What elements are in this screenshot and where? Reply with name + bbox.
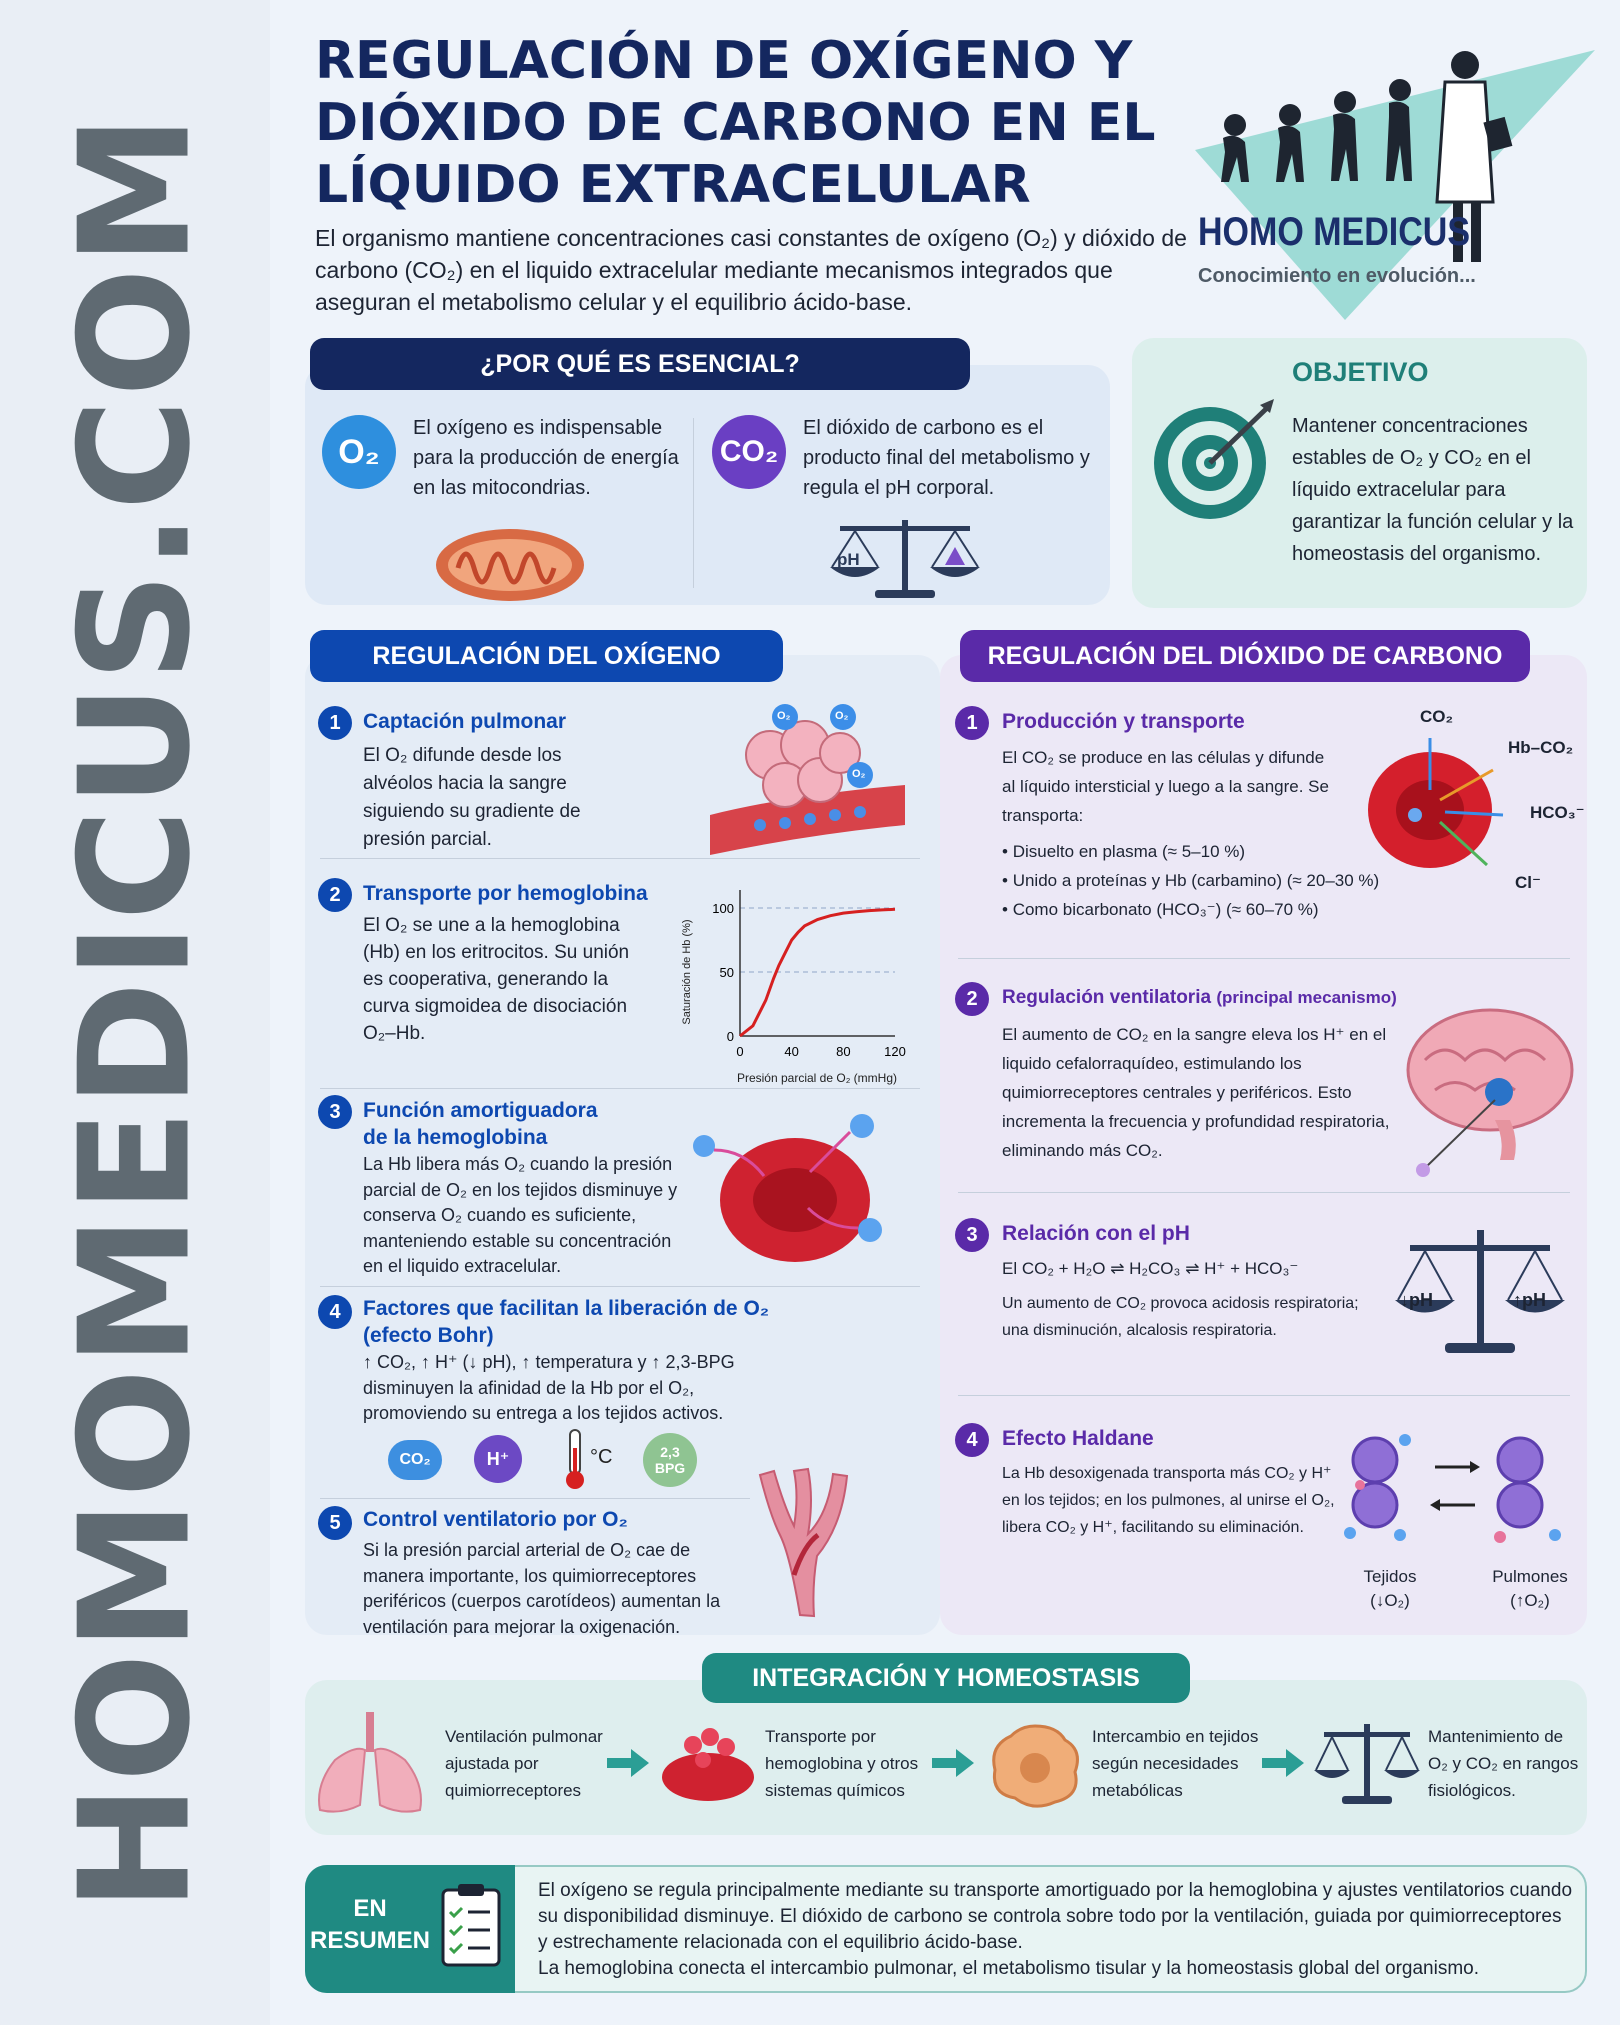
- chart-x-tick: 80: [836, 1044, 851, 1059]
- balance-scale-icon: [1312, 1720, 1422, 1810]
- chart-y-tick: 0: [726, 1029, 734, 1044]
- oxygen-item-1-number: 1: [318, 706, 352, 740]
- logo-tagline: Conocimiento en evolución...: [1198, 265, 1476, 287]
- oxygen-item-1-text: El O₂ difunde desde los alvéolos hacia la sangre siguiendo su gradiente de presión parcial.: [363, 745, 581, 850]
- oxygen-item-4-text: ↑ CO₂, ↑ H⁺ (↓ pH), ↑ temperatura y ↑ 2,3-BPG disminuyen la afinidad de la Hb por el O₂, promoviendo su entrega a los tejidos activos.: [363, 1352, 735, 1423]
- chart-x-label: Presión parcial de O₂ (mmHg): [736, 1071, 898, 1085]
- oxygen-item-5-title: Control ventilatorio por O₂: [363, 1508, 628, 1531]
- integration-step-2: Transporte por hemoglobina y otros sistemas químicos: [765, 1727, 919, 1800]
- co2-transport-list: [1002, 837, 1402, 924]
- co2-heading: REGULACIÓN DEL DIÓXIDO DE CARBONO: [960, 630, 1530, 682]
- bpg-icon: [643, 1433, 697, 1487]
- oxygen-divider-2: [320, 1088, 920, 1089]
- co2-item-3-number: 3: [955, 1218, 989, 1252]
- tissue-cell-icon: [985, 1718, 1085, 1813]
- co2-transport-item: • Como bicarbonato (HCO₃⁻) (≈ 60–70 %): [1002, 895, 1402, 924]
- sidebar: [0, 0, 270, 2025]
- co2-transport-item: • Unido a proteínas y Hb (carbamino) (≈ 20–30 %): [1002, 866, 1402, 895]
- co2-item-3-text: Un aumento de CO₂ provoca acidosis respiratoria; una disminución, alcalosis respiratoria.: [1002, 1295, 1359, 1339]
- co2-item-2-number: 2: [955, 982, 989, 1016]
- oxygen-heading: REGULACIÓN DEL OXÍGENO: [310, 630, 783, 682]
- co2-divider-1: [958, 958, 1570, 959]
- esencial-heading: ¿POR QUÉ ES ESENCIAL?: [310, 338, 970, 390]
- haldane-tissues-name: Tejidos: [1363, 1567, 1417, 1586]
- summary-label: [310, 1893, 430, 1957]
- co2-item-1-text: El CO₂ se produce en las células y difunde al líquido intersticial y luego a la sangre. Se transporta:: [1002, 748, 1329, 825]
- oxygen-item-3-text: La Hb libera más O₂ cuando la presión parcial de O₂ en los tejidos disminuye y conserva O₂ cuando es suficiente, manteniendo estable su concentración en el liquido extracelular.: [363, 1154, 678, 1276]
- intro-text: El organismo mantiene concentraciones casi constantes de oxígeno (O₂) y dióxido de carbono (CO₂) en el liquido extracelular mediante mecanismos integrados que aseguran el metabolismo celular y el equilibrio ácido-base.: [315, 225, 1187, 315]
- logo-name: HOMO MEDICUS: [1198, 210, 1470, 254]
- chart-y-label: Saturación de Hb (%): [681, 919, 693, 1025]
- oxygen-item-5-text: Si la presión parcial arterial de O₂ cae de manera importante, los quimiorreceptores periféricos (cuerpos carotídeos) aumentan la ventilación para mejorar la oxigenación.: [363, 1540, 721, 1637]
- co2-badge: CO₂: [712, 415, 786, 489]
- co2-item-2-title-extra: (principal mecanismo): [1216, 988, 1397, 1007]
- ph-scale-label: pH: [837, 550, 860, 569]
- bpg-icon-top: 2,3: [660, 1444, 680, 1460]
- haldane-lungs-sub: (↑O₂): [1510, 1591, 1550, 1610]
- h-ion-icon: H⁺: [474, 1435, 522, 1483]
- objetivo-heading: OBJETIVO: [1292, 357, 1429, 387]
- co2-cloud-icon: CO₂: [388, 1440, 442, 1480]
- hemoglobin-cell-icon: [658, 1715, 758, 1815]
- summary-conclusion: La hemoglobina conecta el intercambio pulmonar, el metabolismo tisular y la homeostasis global del organismo.: [538, 1958, 1480, 1979]
- brain-icon: [1395, 1000, 1575, 1180]
- oxygen-item-2-number: 2: [318, 878, 352, 912]
- chart-x-tick: 0: [736, 1044, 744, 1059]
- co2-divider-2: [958, 1192, 1570, 1193]
- summary-paragraph: El oxígeno se regula principalmente mediante su transporte amortiguado por la hemoglobina y ajustes ventilatorios cuando su disponibilidad disminuye. El dióxido de carbono se controla sobre todo por la ventilación, guiada por quimiorreceptores y estrechamente relacionada con el equilibrio ácido-base.: [538, 1880, 1573, 1953]
- haldane-hemoglobin-icon: [1340, 1425, 1580, 1555]
- oxygen-item-1-title: Captación pulmonar: [363, 710, 567, 733]
- objetivo-text: Mantener concentraciones estables de O₂ y CO₂ en el líquido extracelular para garantizar la función celular y la homeostasis del organismo.: [1292, 415, 1574, 565]
- alveoli-o2-label-1: O₂: [777, 710, 791, 722]
- chart-x-tick: 120: [884, 1044, 906, 1059]
- target-icon: [1148, 395, 1288, 525]
- summary-text: [538, 1878, 1573, 1982]
- summary-label-top: EN: [353, 1895, 387, 1922]
- arrow-right-icon: [1260, 1748, 1306, 1778]
- haldane-lungs-name: Pulmones: [1492, 1567, 1568, 1586]
- co2-item-3-equation: El CO₂ + H₂O ⇌ H₂CO₃ ⇌ H⁺ + HCO₃⁻: [1002, 1259, 1299, 1278]
- integration-step-4: Mantenimiento de O₂ y CO₂ en rangos fisiológicos.: [1428, 1727, 1579, 1800]
- co2-item-2-title-main: Regulación ventilatoria: [1002, 987, 1212, 1008]
- rbc-label-co2: CO₂: [1420, 707, 1454, 726]
- arrow-right-icon: [605, 1748, 651, 1778]
- chart-y-tick: 50: [719, 965, 734, 980]
- arrow-right-icon: [930, 1748, 976, 1778]
- esencial-divider: [693, 418, 694, 588]
- alveoli-icon: [700, 695, 910, 855]
- oxygen-divider-3: [320, 1286, 920, 1287]
- integration-heading: INTEGRACIÓN Y HOMEOSTASIS: [702, 1653, 1190, 1703]
- oxygen-item-3-title: Función amortiguadora de la hemoglobina: [363, 1099, 598, 1149]
- alveoli-o2-label-2: O₂: [835, 710, 849, 722]
- oxygen-divider-1: [320, 858, 920, 859]
- integration-step-1: Ventilación pulmonar ajustada por quimiorreceptores: [445, 1727, 603, 1800]
- integration-step-3: Intercambio en tejidos según necesidades metabólicas: [1092, 1727, 1259, 1800]
- co2-item-4-number: 4: [955, 1423, 989, 1457]
- o2-badge: O₂: [322, 415, 396, 489]
- rbc-label-cl: Cl⁻: [1515, 873, 1541, 892]
- o2-essential-text: El oxígeno es indispensable para la producción de energía en las mitocondrias.: [413, 417, 679, 499]
- mitochondria-icon: [430, 520, 590, 605]
- red-blood-cell-icon: [690, 1110, 910, 1280]
- co2-item-2-text: El aumento de CO₂ en la sangre eleva los H⁺ en el liquido cefalorraquídeo, estimulando los quimiorreceptores centrales y periféricos. Esto incrementa la frecuencia y profundidad respiratoria, eliminando más CO₂.: [1002, 1025, 1390, 1160]
- chart-series-line: [740, 909, 895, 1036]
- temperature-label: °C: [590, 1446, 613, 1468]
- co2-item-4-title: Efecto Haldane: [1002, 1427, 1154, 1450]
- co2-divider-3: [958, 1395, 1570, 1396]
- co2-item-2-title: [1002, 984, 1422, 1012]
- co2-item-1-title: Producción y transporte: [1002, 710, 1245, 733]
- co2-item-4-text: La Hb desoxigenada transporta más CO₂ y H⁺ en los tejidos; en los pulmones, al unirse el O₂, libera CO₂ y H⁺, facilitando su eliminación.: [1002, 1465, 1335, 1536]
- haldane-lungs-label: [1480, 1565, 1580, 1613]
- oxygen-divider-4: [320, 1498, 750, 1499]
- chart-y-tick: 100: [712, 901, 734, 916]
- oxygen-item-3-number: 3: [318, 1095, 352, 1129]
- brand-vertical-text: HOMOMEDICUS.COM: [46, 112, 224, 1912]
- rbc-label-hco3: HCO₃⁻: [1530, 803, 1585, 822]
- haldane-tissues-label: [1355, 1565, 1425, 1613]
- co2-rbc-icon: [1365, 730, 1505, 880]
- bpg-icon-bottom: BPG: [654, 1460, 686, 1476]
- oxygen-item-4-title: Factores que facilitan la liberación de O₂ (efecto Bohr): [363, 1297, 770, 1347]
- scale-label-low-ph: ↓pH: [1400, 1290, 1433, 1310]
- co2-transport-item: • Disuelto en plasma (≈ 5–10 %): [1002, 837, 1402, 866]
- rbc-label-hbco2: Hb–CO₂: [1508, 738, 1574, 757]
- page-title: REGULACIÓN DE OXÍGENO Y DIÓXIDO DE CARBONO EN EL LÍQUIDO EXTRACELULAR: [315, 31, 1156, 215]
- oxygen-item-2-title: Transporte por hemoglobina: [363, 882, 648, 905]
- lungs-icon: [315, 1710, 425, 1820]
- summary-label-bottom: RESUMEN: [310, 1927, 431, 1954]
- scale-label-high-ph: ↑pH: [1513, 1290, 1546, 1310]
- dissociation-chart: [670, 890, 920, 1100]
- main-content: [300, 0, 1600, 2025]
- co2-essential-text: El dióxido de carbono es el producto final del metabolismo y regula el pH corporal.: [803, 417, 1090, 499]
- haldane-tissues-sub: (↓O₂): [1370, 1591, 1410, 1610]
- thermometer-icon: [562, 1428, 588, 1492]
- alveoli-o2-label-3: O₂: [852, 768, 866, 780]
- clipboard-icon: [440, 1882, 502, 1968]
- chart-x-tick: 40: [784, 1044, 799, 1059]
- co2-item-1-number: 1: [955, 706, 989, 740]
- oxygen-item-4-number: 4: [318, 1295, 352, 1329]
- carotid-artery-icon: [750, 1465, 860, 1625]
- oxygen-item-5-number: 5: [318, 1506, 352, 1540]
- co2-item-3-title: Relación con el pH: [1002, 1222, 1190, 1245]
- oxygen-item-2-text: El O₂ se une a la hemoglobina (Hb) en los eritrocitos. Su unión es cooperativa, generando la curva sigmoidea de disociación O₂–Hb.: [363, 915, 630, 1044]
